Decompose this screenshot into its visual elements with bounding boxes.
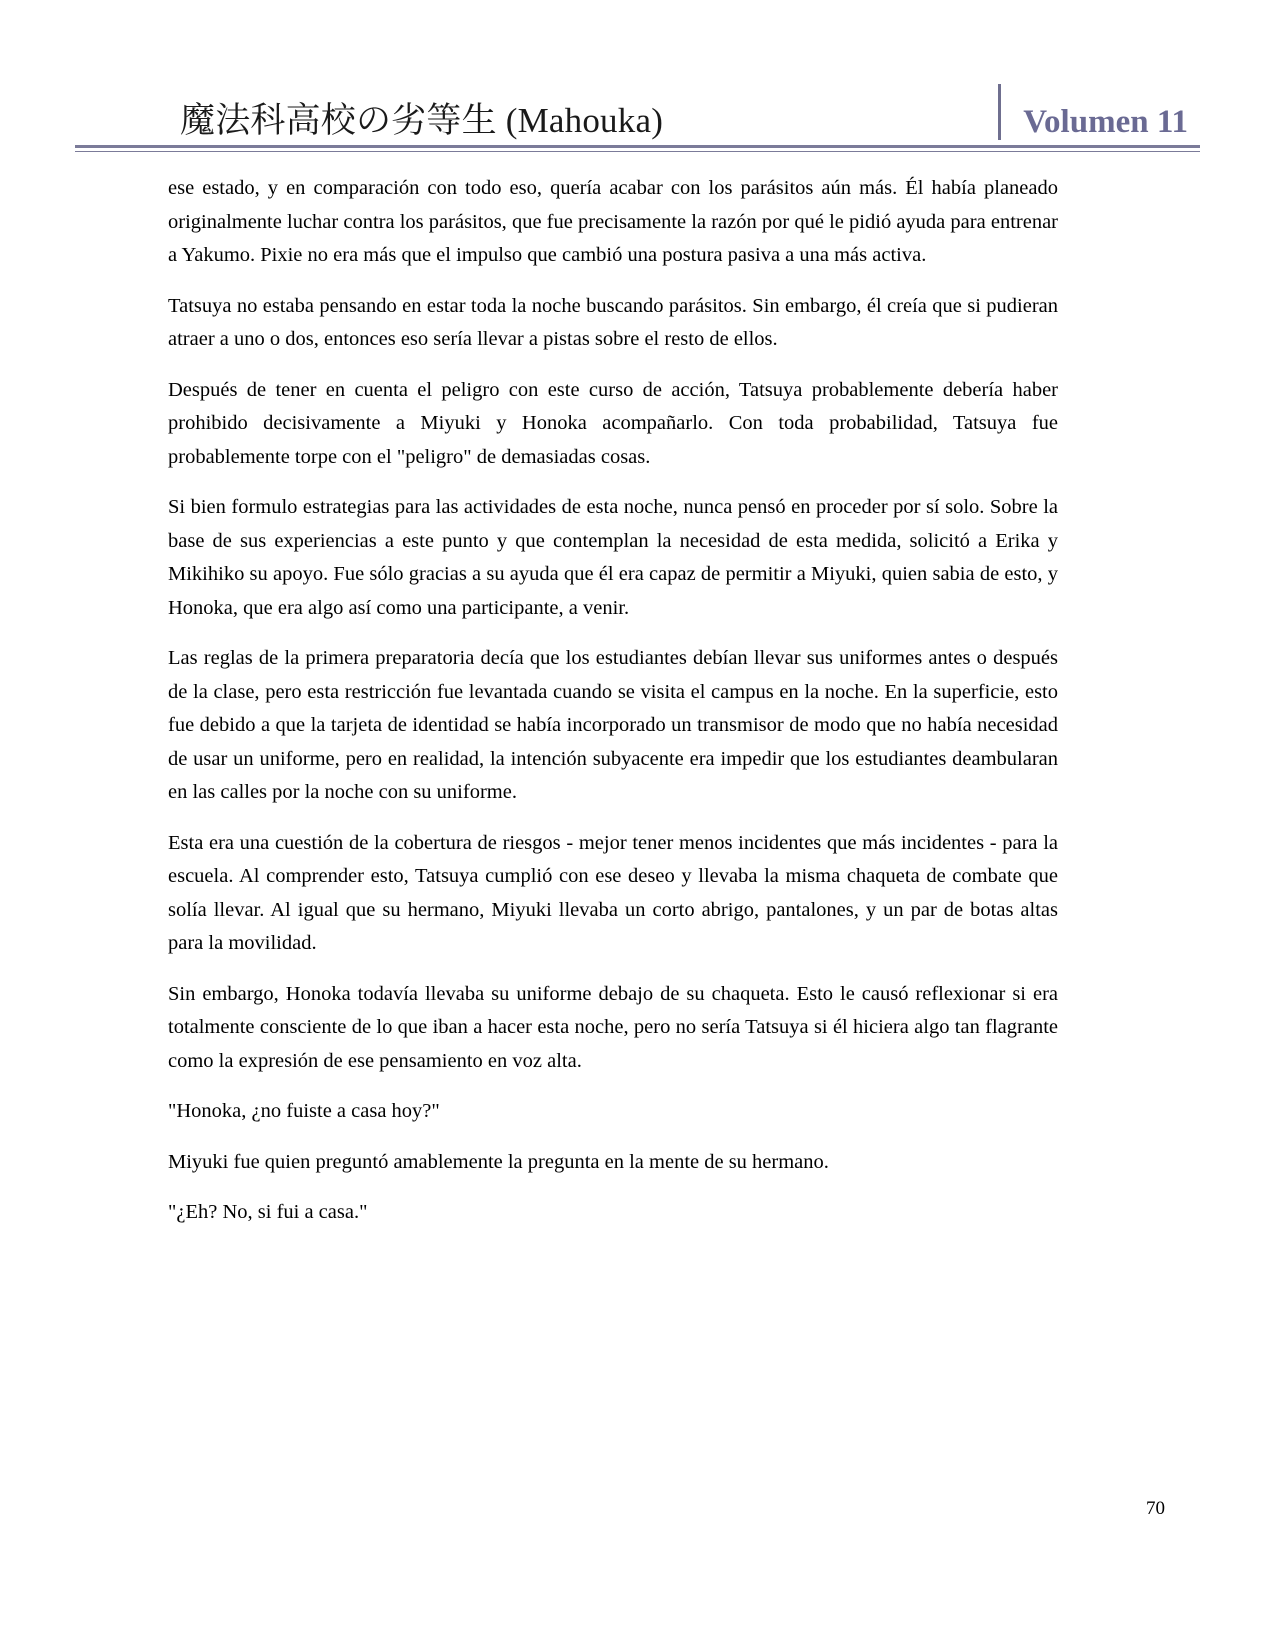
body-text [168, 172, 1058, 1230]
paragraph: Después de tener en cuenta el peligro con este curso de acción, Tatsuya probablemente debería haber prohibido decisivamente a Miyuki y Honoka acompañarlo. Con toda probabilidad, Tatsuya fue probablemente torpe con el "peligro" de demasiadas cosas. [168, 378, 1058, 468]
page-header [75, 62, 1200, 140]
book-title: 魔法科高校の劣等生 (Mahouka) [180, 100, 664, 140]
paragraph: Tatsuya no estaba pensando en estar toda la noche buscando parásitos. Sin embargo, él creía que si pudieran atraer a uno o dos, entonces eso sería llevar a pistas sobre el resto de ellos. [168, 294, 1058, 350]
header-vertical-divider [998, 84, 1001, 140]
paragraph: Miyuki fue quien preguntó amablemente la pregunta en la mente de su hermano. [168, 1150, 829, 1173]
page-number: 70 [1146, 1498, 1165, 1519]
volume-label: Volumen 11 [1023, 104, 1188, 141]
paragraph: Sin embargo, Honoka todavía llevaba su uniforme debajo de su chaqueta. Esto le causó reflexionar si era totalmente consciente de lo que iban a hacer esta noche, pero no sería Tatsuya si él hiciera algo tan flagrante como la expresión de ese pensamiento en voz alta. [168, 982, 1058, 1072]
paragraph: ese estado, y en comparación con todo eso, quería acabar con los parásitos aún más. Él había planeado originalmente luchar contra los parásitos, que fue precisamente la razón por qué le pidió ayuda para entrenar a Yakumo. Pixie no era más que el impulso que cambió una postura pasiva a una más activa. [168, 177, 1058, 266]
paragraph-dialogue: "¿Eh? No, si fui a casa." [168, 1201, 368, 1223]
paragraph: Esta era una cuestión de la cobertura de riesgos - mejor tener menos incidentes que más incidentes - para la escuela. Al comprender esto, Tatsuya cumplió con ese deseo y llevaba la misma chaqueta de combate que solía llevar. Al igual que su hermano, Miyuki llevaba un corto abrigo, pantalones, y un par de botas altas para la movilidad. [168, 831, 1058, 954]
paragraph: Las reglas de la primera preparatoria decía que los estudiantes debían llevar sus uniformes antes o después de la clase, pero esta restricción fue levantada cuando se visita el campus en la noche. En la superficie, esto fue debido a que la tarjeta de identidad se había incorporado un transmisor de modo que no había necesidad de usar un uniforme, pero en realidad, la intención subyacente era impedir que los estudiantes deambularan en las calles por la noche con su uniforme. [168, 647, 1058, 803]
paragraph: Si bien formulo estrategias para las actividades de esta noche, nunca pensó en proceder por sí solo. Sobre la base de sus experiencias a este punto y que contemplan la necesidad de esta medida, solicitó a Erika y Mikihiko su apoyo. Fue sólo gracias a su ayuda que él era capaz de permitir a Miyuki, quien sabia de esto, y Honoka, que era algo así como una participante, a venir. [168, 496, 1058, 619]
header-horizontal-rule [75, 145, 1200, 152]
paragraph-dialogue: "Honoka, ¿no fuiste a casa hoy?" [168, 1100, 440, 1122]
header-volume-group [998, 84, 1200, 140]
